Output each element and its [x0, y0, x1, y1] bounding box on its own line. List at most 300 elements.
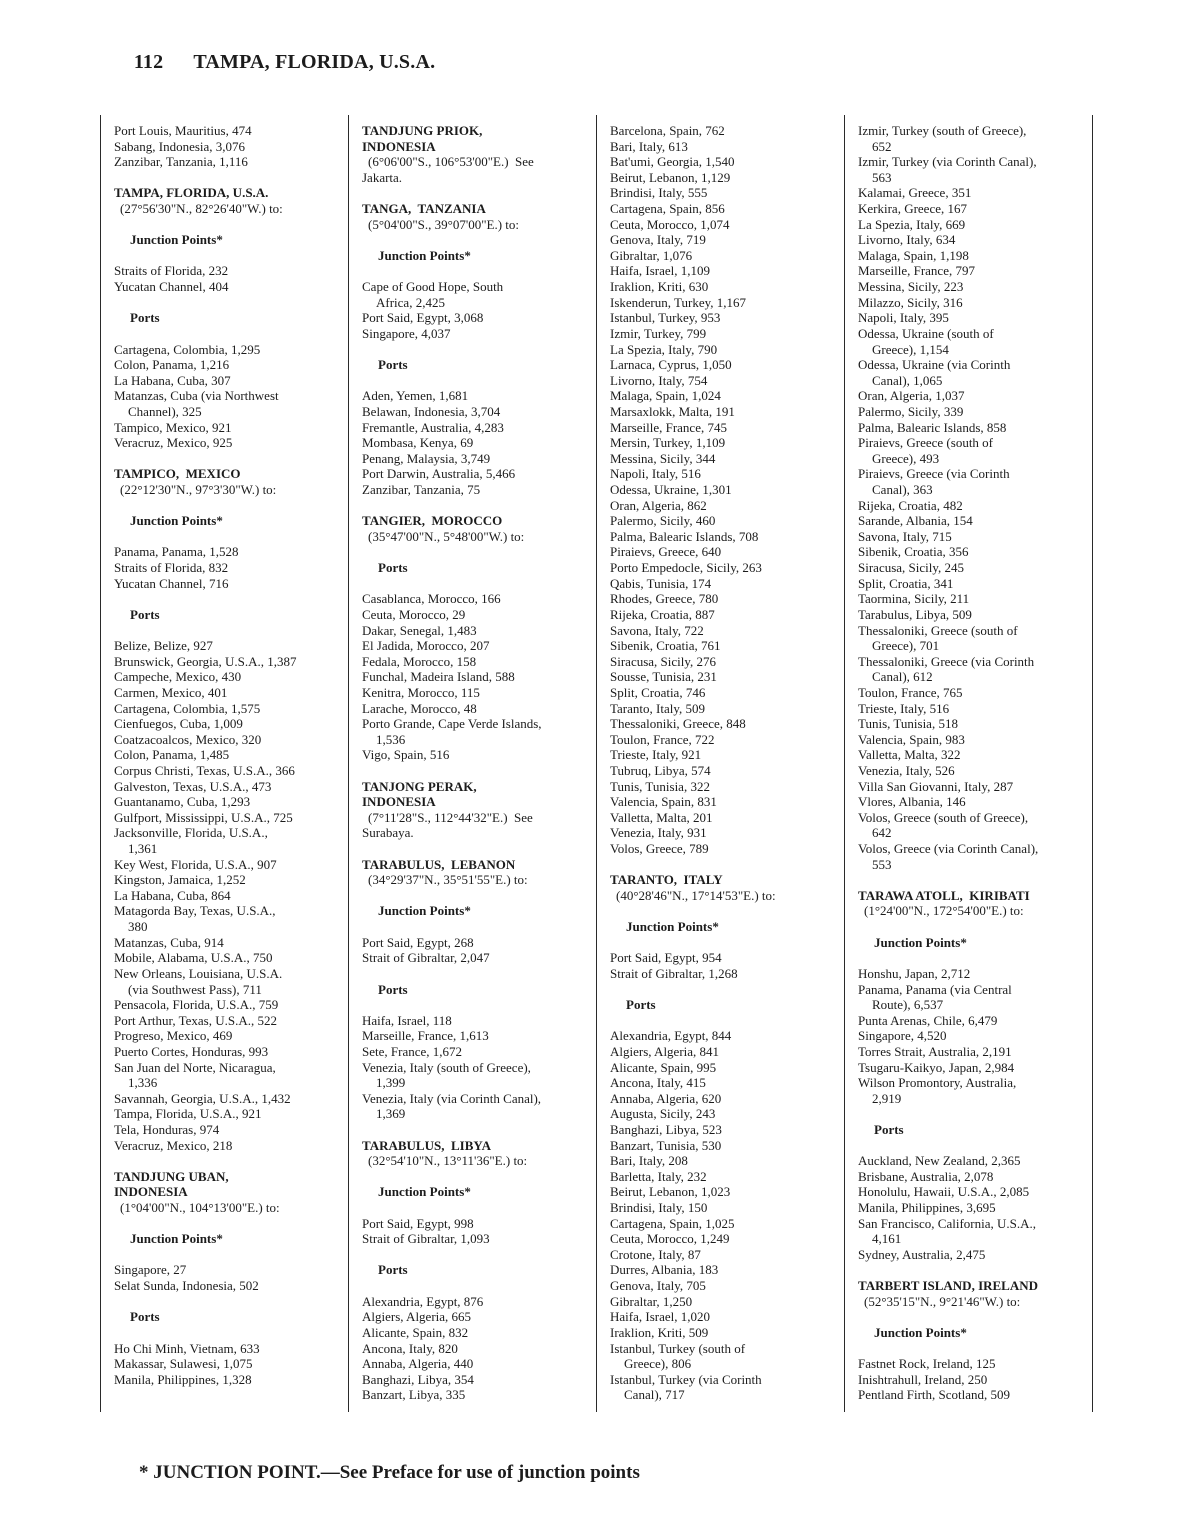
blank-line	[362, 841, 591, 857]
section-heading: Ports	[626, 997, 656, 1013]
blank-line	[362, 232, 591, 248]
port-distance-line: Durres, Albania, 183	[610, 1262, 719, 1278]
blank-line	[362, 1278, 591, 1294]
port-distance-line: El Jadida, Morocco, 207	[362, 638, 490, 654]
port-distance-line: Alexandria, Egypt, 844	[610, 1028, 732, 1044]
port-distance-line: Porto Grande, Cape Verde Islands,	[362, 716, 542, 732]
port-distance-line: Banzart, Libya, 335	[362, 1387, 466, 1403]
port-distance-continuation: Channel), 325	[128, 403, 202, 419]
port-distance-line: Panama, Panama (via Central	[858, 981, 1012, 997]
port-distance-line: Brunswick, Georgia, U.S.A., 1,387	[114, 653, 297, 669]
blank-line	[114, 498, 343, 514]
port-distance-line: Veracruz, Mexico, 925	[114, 435, 233, 451]
port-distance-line: Progreso, Mexico, 469	[114, 1028, 233, 1044]
port-distance-line: Istanbul, Turkey (via Corinth	[610, 1371, 762, 1387]
port-distance-continuation: Greece), 493	[872, 450, 940, 466]
port-distance-line: Port Said, Egypt, 268	[362, 934, 474, 950]
port-distance-line: Split, Croatia, 746	[610, 684, 706, 700]
port-distance-line: Kerkira, Greece, 167	[858, 201, 967, 217]
port-distance-line: Gulfport, Mississippi, U.S.A., 725	[114, 809, 293, 825]
entry-coordinates: (35°47'00"N., 5°48'00"W.) to:	[368, 528, 525, 544]
section-heading: Ports	[378, 357, 408, 373]
blank-line	[362, 373, 591, 389]
blank-line	[114, 1153, 343, 1169]
port-distance-line: Singapore, 4,037	[362, 325, 451, 341]
blank-line	[362, 997, 591, 1013]
port-distance-line: Alexandria, Egypt, 876	[362, 1293, 484, 1309]
port-distance-line: Sete, France, 1,672	[362, 1043, 463, 1059]
port-distance-continuation: 380	[128, 919, 148, 935]
blank-line	[362, 1122, 591, 1138]
port-distance-line: Barcelona, Spain, 762	[610, 123, 725, 138]
entry-coordinates: (22°12'30"N., 97°3'30"W.) to:	[120, 482, 277, 498]
port-distance-line: Brindisi, Italy, 555	[610, 185, 708, 201]
blank-line	[362, 185, 591, 201]
section-heading: Junction Points*	[130, 513, 223, 529]
port-distance-line: New Orleans, Louisiana, U.S.A.	[114, 965, 283, 981]
port-distance-line: Galveston, Texas, U.S.A., 473	[114, 778, 272, 794]
port-distance-line: Pensacola, Florida, U.S.A., 759	[114, 997, 279, 1013]
port-distance-continuation: 652	[872, 138, 892, 154]
port-distance-line: Siracusa, Sicily, 276	[610, 653, 717, 669]
blank-line	[858, 919, 1087, 935]
section-heading: Junction Points*	[378, 1184, 471, 1200]
entry-coordinates: (52°35'15"N., 9°21'46"W.) to:	[864, 1293, 1021, 1309]
port-distance-line: Tubruq, Libya, 574	[610, 762, 711, 778]
port-distance-line: Ho Chi Minh, Vietnam, 633	[114, 1340, 260, 1356]
port-distance-line: Corpus Christi, Texas, U.S.A., 366	[114, 762, 295, 778]
port-distance-continuation: 1,361	[128, 841, 158, 857]
port-distance-line: Kalamai, Greece, 351	[858, 185, 972, 201]
port-distance-line: Gibraltar, 1,076	[610, 247, 693, 263]
port-distance-line: Tampico, Mexico, 921	[114, 419, 232, 435]
section-heading: Ports	[130, 606, 160, 622]
port-distance-line: Haifa, Israel, 1,109	[610, 263, 710, 279]
port-distance-line: Valencia, Spain, 983	[858, 731, 965, 747]
port-distance-continuation: 1,536	[376, 731, 406, 747]
blank-line	[858, 1341, 1087, 1357]
port-distance-line: Livorno, Italy, 754	[610, 372, 708, 388]
port-distance-line: Singapore, 4,520	[858, 1028, 947, 1044]
port-distance-line: Trieste, Italy, 921	[610, 747, 702, 763]
section-heading: Junction Points*	[130, 232, 223, 248]
port-distance-line: Savannah, Georgia, U.S.A., 1,432	[114, 1090, 291, 1106]
port-distance-line: Ancona, Italy, 820	[362, 1340, 458, 1356]
blank-line	[858, 1138, 1087, 1154]
port-distance-continuation: Greece), 806	[624, 1356, 692, 1372]
port-distance-line: Port Said, Egypt, 954	[610, 950, 722, 966]
port-distance-line: Malaga, Spain, 1,198	[858, 247, 969, 263]
port-distance-line: Annaba, Algeria, 620	[610, 1090, 722, 1106]
page-number: 112	[133, 51, 164, 73]
port-distance-line: Toulon, France, 765	[858, 684, 963, 700]
port-distance-line: Bari, Italy, 208	[610, 1153, 688, 1169]
port-distance-line: Port Arthur, Texas, U.S.A., 522	[114, 1012, 277, 1028]
text-column-3	[596, 115, 844, 1412]
port-distance-continuation: 553	[872, 856, 892, 872]
port-distance-line: Annaba, Algeria, 440	[362, 1356, 474, 1372]
port-distance-line: Palermo, Sicily, 460	[610, 513, 716, 529]
port-distance-line: Fedala, Morocco, 158	[362, 653, 477, 669]
blank-line	[858, 872, 1087, 888]
blank-line	[114, 591, 343, 607]
blank-line	[362, 342, 591, 358]
port-distance-line: Yucatan Channel, 716	[114, 575, 229, 591]
port-distance-line: Odessa, Ukraine, 1,301	[610, 482, 732, 498]
port-distance-line: Sabang, Indonesia, 3,076	[114, 138, 246, 154]
port-distance-line: Ceuta, Morocco, 29	[362, 606, 466, 622]
port-distance-line: Palma, Balearic Islands, 708	[610, 528, 759, 544]
section-heading: Ports	[378, 560, 408, 576]
entry-heading: TARBERT ISLAND, IRELAND	[858, 1278, 1039, 1294]
section-heading: Junction Points*	[626, 919, 719, 935]
port-distance-line: Manila, Philippines, 1,328	[114, 1371, 252, 1387]
port-distance-line: Zanzibar, Tanzania, 75	[362, 482, 481, 498]
section-heading: Junction Points*	[378, 903, 471, 919]
port-distance-continuation: 642	[872, 825, 892, 841]
port-distance-line: Brindisi, Italy, 150	[610, 1200, 708, 1216]
port-distance-line: Honshu, Japan, 2,712	[858, 965, 971, 981]
blank-line	[362, 888, 591, 904]
port-distance-continuation: Canal), 717	[624, 1387, 685, 1403]
port-distance-line: Odessa, Ukraine (south of	[858, 325, 994, 341]
entry-heading: TANDJUNG PRIOK,	[362, 123, 483, 138]
port-distance-line: Mombasa, Kenya, 69	[362, 435, 474, 451]
blank-line	[362, 1247, 591, 1263]
port-distance-line: Porto Empedocle, Sicily, 263	[610, 560, 762, 576]
blank-line	[114, 1294, 343, 1310]
port-distance-line: Messina, Sicily, 223	[858, 279, 964, 295]
port-distance-continuation: 1,399	[376, 1075, 406, 1091]
port-distance-line: Haifa, Israel, 118	[362, 1012, 452, 1028]
port-distance-line: Sibenik, Croatia, 356	[858, 544, 969, 560]
port-distance-line: Surabaya.	[362, 825, 414, 841]
port-distance-continuation: Canal), 612	[872, 669, 933, 685]
port-distance-line: Casablanca, Morocco, 166	[362, 591, 501, 607]
port-distance-line: Volos, Greece (south of Greece),	[858, 809, 1029, 825]
port-distance-line: Algiers, Algeria, 665	[362, 1309, 472, 1325]
blank-line	[114, 217, 343, 233]
port-distance-line: Aden, Yemen, 1,681	[362, 388, 469, 404]
port-distance-line: Inishtrahull, Ireland, 250	[858, 1371, 988, 1387]
port-distance-line: Oran, Algeria, 1,037	[858, 388, 965, 404]
port-distance-line: Barletta, Italy, 232	[610, 1168, 707, 1184]
port-distance-line: Fremantle, Australia, 4,283	[362, 419, 504, 435]
port-distance-continuation: (via Southwest Pass), 711	[128, 981, 262, 997]
port-distance-line: Cienfuegos, Cuba, 1,009	[114, 716, 243, 732]
text-column-4	[844, 115, 1092, 1412]
entry-coordinates: (7°11'28"S., 112°44'32"E.) See	[368, 809, 533, 825]
port-distance-line: Odessa, Ukraine (via Corinth	[858, 357, 1011, 373]
port-distance-line: Makassar, Sulawesi, 1,075	[114, 1356, 253, 1372]
blank-line	[114, 1216, 343, 1232]
port-distance-line: Zanzibar, Tanzania, 1,116	[114, 154, 248, 170]
port-distance-continuation: 1,369	[376, 1106, 406, 1122]
port-distance-line: Banzart, Tunisia, 530	[610, 1137, 722, 1153]
port-distance-line: Key West, Florida, U.S.A., 907	[114, 856, 277, 872]
blank-line	[362, 919, 591, 935]
section-heading: Junction Points*	[378, 247, 471, 263]
entry-coordinates: (34°29'37"N., 35°51'55"E.) to:	[368, 872, 528, 888]
entry-coordinates: (32°54'10"N., 13°11'36"E.) to:	[368, 1153, 528, 1169]
blank-line	[114, 295, 343, 311]
port-distance-continuation: Canal), 1,065	[872, 372, 943, 388]
port-distance-line: Istanbul, Turkey, 953	[610, 310, 721, 326]
port-distance-line: Tela, Honduras, 974	[114, 1122, 220, 1137]
blank-line	[610, 982, 839, 998]
port-distance-line: La Habana, Cuba, 307	[114, 372, 231, 388]
port-distance-line: Puerto Cortes, Honduras, 993	[114, 1043, 269, 1059]
port-distance-line: Funchal, Madeira Island, 588	[362, 669, 515, 685]
section-heading: Ports	[130, 310, 160, 326]
port-distance-line: Ceuta, Morocco, 1,249	[610, 1231, 730, 1247]
blank-line	[858, 1309, 1087, 1325]
port-distance-line: Beirut, Lebanon, 1,129	[610, 169, 731, 185]
port-distance-line: Penang, Malaysia, 3,749	[362, 450, 491, 466]
port-distance-line: Rijeka, Croatia, 887	[610, 606, 715, 622]
entry-coordinates: (1°04'00"N., 104°13'00"E.) to:	[120, 1200, 280, 1216]
port-distance-continuation: 1,336	[128, 1075, 158, 1091]
blank-line	[610, 935, 839, 951]
entry-heading: INDONESIA	[362, 138, 436, 154]
port-distance-line: Taormina, Sicily, 211	[858, 591, 970, 607]
port-distance-line: Piraievs, Greece, 640	[610, 544, 722, 560]
port-distance-line: Vigo, Spain, 516	[362, 747, 450, 763]
port-distance-line: Marseille, France, 1,613	[362, 1028, 489, 1044]
port-distance-line: Belize, Belize, 927	[114, 638, 213, 654]
port-distance-line: Punta Arenas, Chile, 6,479	[858, 1012, 998, 1028]
section-heading: Ports	[130, 1309, 160, 1325]
port-distance-line: Izmir, Turkey (south of Greece),	[858, 123, 1027, 138]
port-distance-line: Oran, Algeria, 862	[610, 497, 707, 513]
port-distance-line: Palermo, Sicily, 339	[858, 403, 964, 419]
port-distance-line: Trieste, Italy, 516	[858, 700, 950, 716]
entry-heading: INDONESIA	[114, 1184, 188, 1200]
port-distance-line: Izmir, Turkey (via Corinth Canal),	[858, 154, 1037, 170]
port-distance-line: Haifa, Israel, 1,020	[610, 1309, 710, 1325]
port-distance-line: Tampa, Florida, U.S.A., 921	[114, 1106, 262, 1122]
port-distance-continuation: 563	[872, 169, 892, 185]
port-distance-line: Strait of Gibraltar, 2,047	[362, 950, 490, 966]
blank-line	[610, 903, 839, 919]
entry-heading: INDONESIA	[362, 794, 436, 810]
port-distance-line: Matagorda Bay, Texas, U.S.A.,	[114, 903, 276, 919]
entry-coordinates: (40°28'46"N., 17°14'53"E.) to:	[616, 887, 776, 903]
port-distance-line: Izmir, Turkey, 799	[610, 325, 707, 341]
port-distance-line: Strait of Gibraltar, 1,268	[610, 965, 738, 981]
port-distance-line: Alicante, Spain, 832	[362, 1324, 469, 1340]
port-distance-line: Marseille, France, 797	[858, 263, 975, 279]
entry-heading: TANGIER, MOROCCO	[362, 513, 503, 529]
port-distance-line: Algiers, Algeria, 841	[610, 1043, 720, 1059]
port-distance-line: Volos, Greece (via Corinth Canal),	[858, 841, 1039, 857]
port-distance-line: Villa San Giovanni, Italy, 287	[858, 778, 1014, 794]
blank-line	[858, 1106, 1087, 1122]
blank-line	[362, 498, 591, 514]
port-distance-line: Tsugaru-Kaikyo, Japan, 2,984	[858, 1059, 1015, 1075]
port-distance-line: Palma, Balearic Islands, 858	[858, 419, 1007, 435]
port-distance-line: Fastnet Rock, Ireland, 125	[858, 1356, 996, 1372]
port-distance-line: Toulon, France, 722	[610, 731, 715, 747]
blank-line	[362, 544, 591, 560]
port-distance-line: Marseille, France, 745	[610, 419, 727, 435]
port-distance-line: Sousse, Tunisia, 231	[610, 669, 717, 685]
entry-heading: TARANTO, ITALY	[610, 872, 723, 888]
port-distance-line: Thessaloniki, Greece (south of	[858, 622, 1018, 638]
port-distance-line: Venezia, Italy, 526	[858, 762, 955, 778]
port-distance-line: Iskenderun, Turkey, 1,167	[610, 294, 747, 310]
port-distance-line: Gibraltar, 1,250	[610, 1293, 693, 1309]
port-distance-line: Sydney, Australia, 2,475	[858, 1246, 986, 1262]
port-distance-line: Piraievs, Greece (south of	[858, 435, 994, 451]
port-distance-line: Volos, Greece, 789	[610, 841, 709, 857]
blank-line	[114, 623, 343, 639]
blank-line	[114, 1247, 343, 1263]
port-distance-line: Larnaca, Cyprus, 1,050	[610, 357, 732, 373]
port-distance-line: Valencia, Spain, 831	[610, 794, 717, 810]
port-distance-line: Tunis, Tunisia, 322	[610, 778, 710, 794]
port-distance-line: Istanbul, Turkey (south of	[610, 1340, 746, 1356]
blank-line	[858, 1262, 1087, 1278]
port-distance-line: Milazzo, Sicily, 316	[858, 294, 963, 310]
entry-heading: TARAWA ATOLL, KIRIBATI	[858, 887, 1030, 903]
port-distance-line: Tunis, Tunisia, 518	[858, 716, 958, 732]
entry-heading: TANGA, TANZANIA	[362, 201, 486, 217]
port-distance-line: Cartagena, Spain, 1,025	[610, 1215, 735, 1231]
blank-line	[610, 1013, 839, 1029]
port-distance-line: Pentland Firth, Scotland, 509	[858, 1387, 1011, 1403]
section-heading: Ports	[378, 981, 408, 997]
entry-heading: TANDJUNG UBAN,	[114, 1168, 229, 1184]
port-distance-line: Rijeka, Croatia, 482	[858, 497, 963, 513]
columns-container	[100, 115, 1093, 1412]
blank-line	[362, 576, 591, 592]
text-column-2	[348, 115, 596, 1412]
blank-line	[114, 451, 343, 467]
port-distance-line: Augusta, Sicily, 243	[610, 1106, 716, 1122]
port-distance-line: Panama, Panama, 1,528	[114, 544, 239, 560]
port-distance-line: Tarabulus, Libya, 509	[858, 606, 972, 622]
port-distance-line: Thessaloniki, Greece, 848	[610, 716, 746, 732]
port-distance-line: Honolulu, Hawaii, U.S.A., 2,085	[858, 1184, 1030, 1200]
port-distance-continuation: Africa, 2,425	[376, 294, 445, 310]
entry-heading: TARABULUS, LIBYA	[362, 1137, 491, 1153]
port-distance-line: Sarande, Albania, 154	[858, 513, 973, 529]
section-heading: Ports	[378, 1262, 408, 1278]
blank-line	[114, 248, 343, 264]
port-distance-line: Port Louis, Mauritius, 474	[114, 123, 252, 138]
blank-line	[114, 529, 343, 545]
port-distance-line: Coatzacoalcos, Mexico, 320	[114, 731, 262, 747]
port-distance-line: Bari, Italy, 613	[610, 138, 688, 154]
port-distance-continuation: Canal), 363	[872, 482, 933, 498]
port-distance-line: Selat Sunda, Indonesia, 502	[114, 1278, 259, 1294]
port-distance-line: Split, Croatia, 341	[858, 575, 954, 591]
page-title: TAMPA, FLORIDA, U.S.A.	[193, 51, 436, 73]
port-distance-continuation: Greece), 701	[872, 638, 940, 654]
port-distance-line: Banghazi, Libya, 523	[610, 1122, 722, 1137]
port-distance-line: Cartagena, Colombia, 1,295	[114, 341, 261, 357]
port-distance-line: Crotone, Italy, 87	[610, 1246, 701, 1262]
text-column-1	[100, 115, 348, 1412]
port-distance-line: Alicante, Spain, 995	[610, 1059, 717, 1075]
port-distance-line: Jakarta.	[362, 169, 403, 185]
port-distance-line: Bat'umi, Georgia, 1,540	[610, 154, 735, 170]
footnote-text: * JUNCTION POINT.—See Preface for use of junction points	[139, 1462, 640, 1483]
port-distance-line: Wilson Promontory, Australia,	[858, 1075, 1017, 1091]
port-distance-line: Carmen, Mexico, 401	[114, 684, 228, 700]
port-distance-line: Campeche, Mexico, 430	[114, 669, 242, 685]
port-distance-line: Sibenik, Croatia, 761	[610, 638, 721, 654]
port-distance-line: Iraklion, Kriti, 630	[610, 279, 709, 295]
blank-line	[114, 326, 343, 342]
port-distance-line: Piraievs, Greece (via Corinth	[858, 466, 1010, 482]
blank-line	[362, 1169, 591, 1185]
blank-line	[362, 763, 591, 779]
port-distance-line: Genova, Italy, 719	[610, 232, 706, 248]
port-distance-line: Taranto, Italy, 509	[610, 700, 705, 716]
port-distance-line: Kingston, Jamaica, 1,252	[114, 872, 246, 888]
port-distance-line: La Spezia, Italy, 669	[858, 216, 966, 232]
port-distance-line: Kenitra, Morocco, 115	[362, 684, 480, 700]
port-distance-line: La Habana, Cuba, 864	[114, 887, 231, 903]
port-distance-line: Brisbane, Australia, 2,078	[858, 1168, 994, 1184]
port-distance-line: Mersin, Turkey, 1,109	[610, 435, 726, 451]
blank-line	[114, 170, 343, 186]
port-distance-line: San Francisco, California, U.S.A.,	[858, 1215, 1037, 1231]
port-distance-line: Dakar, Senegal, 1,483	[362, 622, 477, 638]
port-distance-continuation: 4,161	[872, 1231, 902, 1247]
port-distance-line: Venezia, Italy (south of Greece),	[362, 1059, 531, 1075]
port-distance-line: Torres Strait, Australia, 2,191	[858, 1043, 1012, 1059]
section-heading: Ports	[874, 1122, 904, 1137]
entry-coordinates: (27°56'30"N., 82°26'40"W.) to:	[120, 201, 283, 217]
section-heading: Junction Points*	[874, 934, 967, 950]
port-distance-line: Mobile, Alabama, U.S.A., 750	[114, 950, 273, 966]
port-distance-line: Veracruz, Mexico, 218	[114, 1137, 233, 1153]
port-distance-line: Strait of Gibraltar, 1,093	[362, 1231, 490, 1247]
entry-coordinates: (1°24'00"N., 172°54'00"E.) to:	[864, 903, 1024, 919]
port-distance-line: Ancona, Italy, 415	[610, 1075, 706, 1091]
blank-line	[362, 966, 591, 982]
entry-heading: TARABULUS, LEBANON	[362, 856, 516, 872]
port-distance-continuation: Greece), 1,154	[872, 341, 949, 357]
port-distance-line: Ceuta, Morocco, 1,074	[610, 216, 730, 232]
port-distance-line: Straits of Florida, 832	[114, 560, 229, 576]
blank-line	[362, 1200, 591, 1216]
port-distance-line: Qabis, Tunisia, 174	[610, 575, 712, 591]
port-distance-line: Port Said, Egypt, 3,068	[362, 310, 484, 326]
port-distance-line: Port Said, Egypt, 998	[362, 1215, 474, 1231]
port-distance-line: Savona, Italy, 715	[858, 528, 952, 544]
port-distance-continuation: Route), 6,537	[872, 997, 944, 1013]
port-distance-line: Singapore, 27	[114, 1262, 187, 1278]
port-distance-line: Colon, Panama, 1,485	[114, 747, 230, 763]
port-distance-line: Jacksonville, Florida, U.S.A.,	[114, 825, 268, 841]
port-distance-line: Napoli, Italy, 395	[858, 310, 949, 326]
port-distance-line: Rhodes, Greece, 780	[610, 591, 719, 607]
port-distance-line: Napoli, Italy, 516	[610, 466, 701, 482]
port-distance-line: La Spezia, Italy, 790	[610, 341, 718, 357]
port-distance-line: Cartagena, Colombia, 1,575	[114, 700, 261, 716]
port-distance-line: Straits of Florida, 232	[114, 263, 229, 279]
port-distance-line: Valletta, Malta, 201	[610, 809, 713, 825]
port-distance-line: Valletta, Malta, 322	[858, 747, 961, 763]
page-footnote	[120, 1440, 640, 1506]
port-distance-line: Venezia, Italy, 931	[610, 825, 707, 841]
port-distance-line: Livorno, Italy, 634	[858, 232, 956, 248]
entry-heading: TAMPICO, MEXICO	[114, 466, 241, 482]
